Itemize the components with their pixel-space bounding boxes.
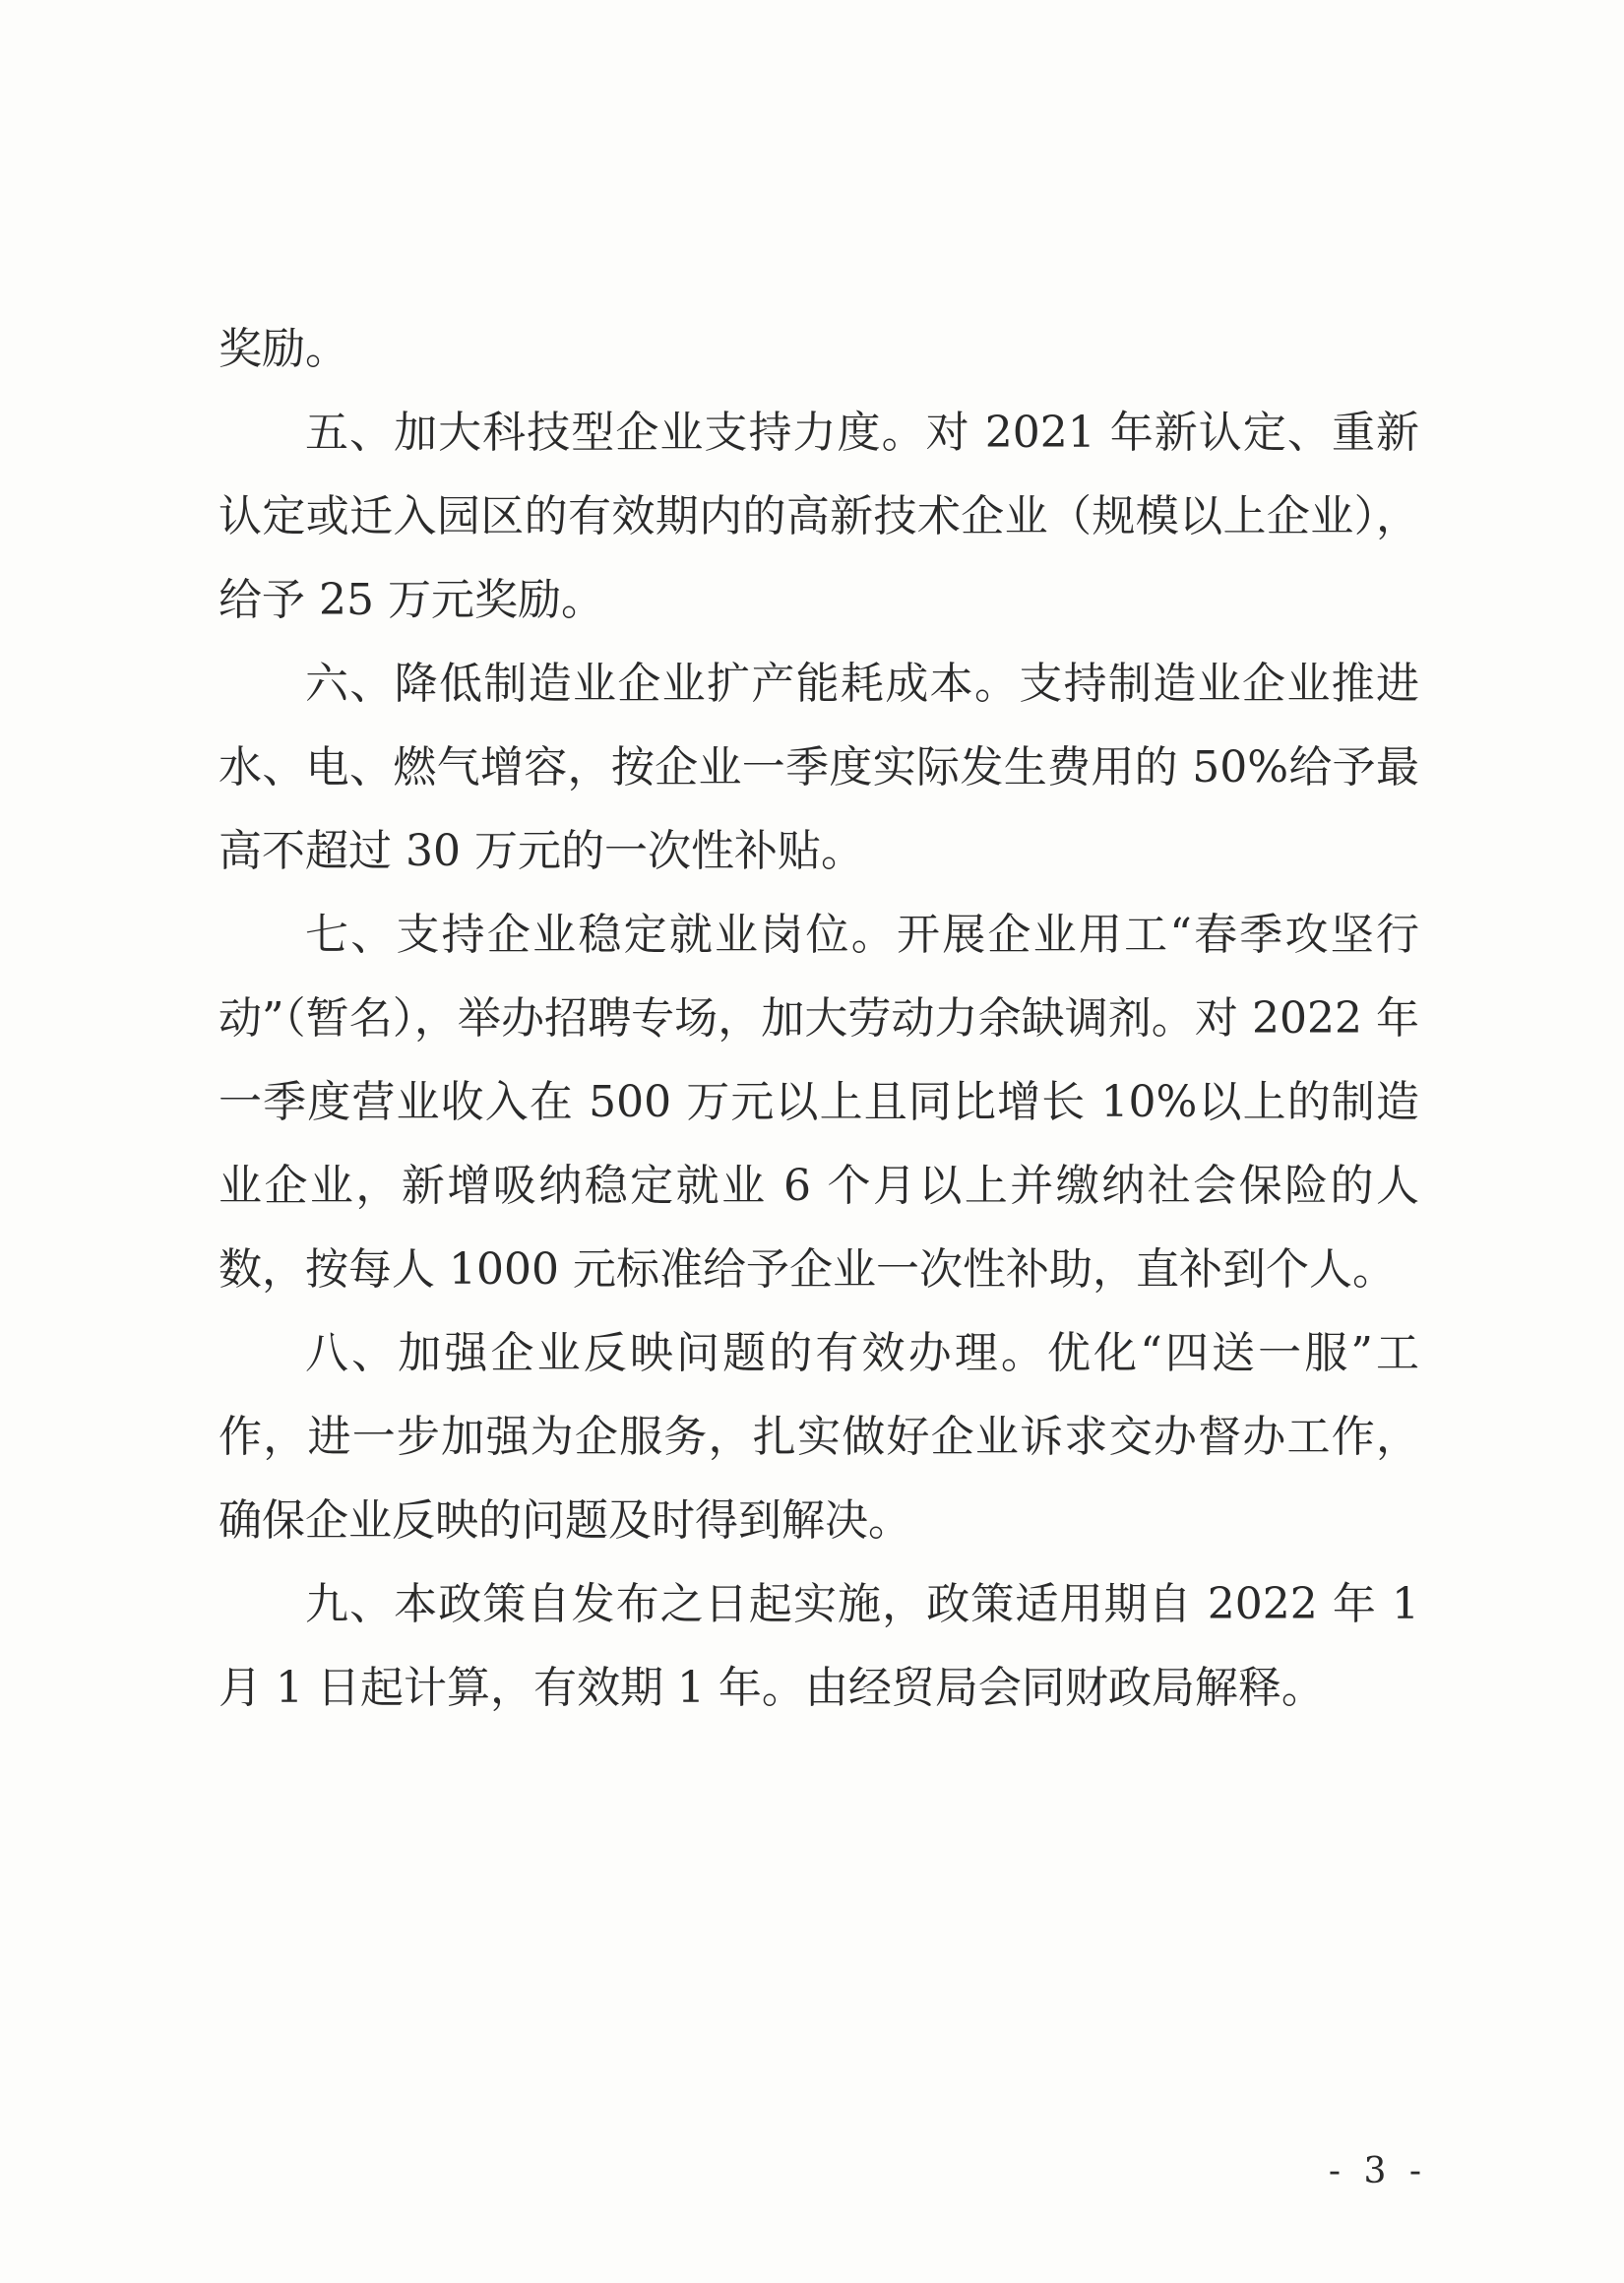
paragraph-continuation: 奖励。 <box>219 324 348 374</box>
paragraph-item-5: 五、加大科技型企业支持力度。对 2021 年新认定、重新认定或迁入园区的有效期内的高新技术企业（规模以上企业），给予 25 万元奖励。 <box>219 408 1419 625</box>
page-number: - 3 - <box>1328 2151 1427 2191</box>
paragraph-item-9: 九、本政策自发布之日起实施，政策适用期自 2022 年 1 月 1 日起计算，有效期 1 年。由经贸局会同财政局解释。 <box>219 1579 1419 1713</box>
document-body <box>219 307 1419 1730</box>
paragraph-item-7: 七、支持企业稳定就业岗位。开展企业用工“春季攻坚行动”（暂名），举办招聘专场，加大劳动力余缺调剂。对 2022 年一季度营业收入在 500 万元以上且同比增长 10%以上的制造业企业，新增吸纳稳定就业 6 个月以上并缴纳社会保险的人数，按每人 1000 元标准给予企业一次性补助，直补到个人。 <box>219 910 1419 1295</box>
paragraph-item-8: 八、加强企业反映问题的有效办理。优化“四送一服”工作，进一步加强为企服务，扎实做好企业诉求交办督办工作，确保企业反映的问题及时得到解决。 <box>219 1328 1419 1546</box>
paragraph-item-6: 六、降低制造业企业扩产能耗成本。支持制造业企业推进水、电、燃气增容，按企业一季度实际发生费用的 50%给予最高不超过 30 万元的一次性补贴。 <box>219 659 1419 876</box>
